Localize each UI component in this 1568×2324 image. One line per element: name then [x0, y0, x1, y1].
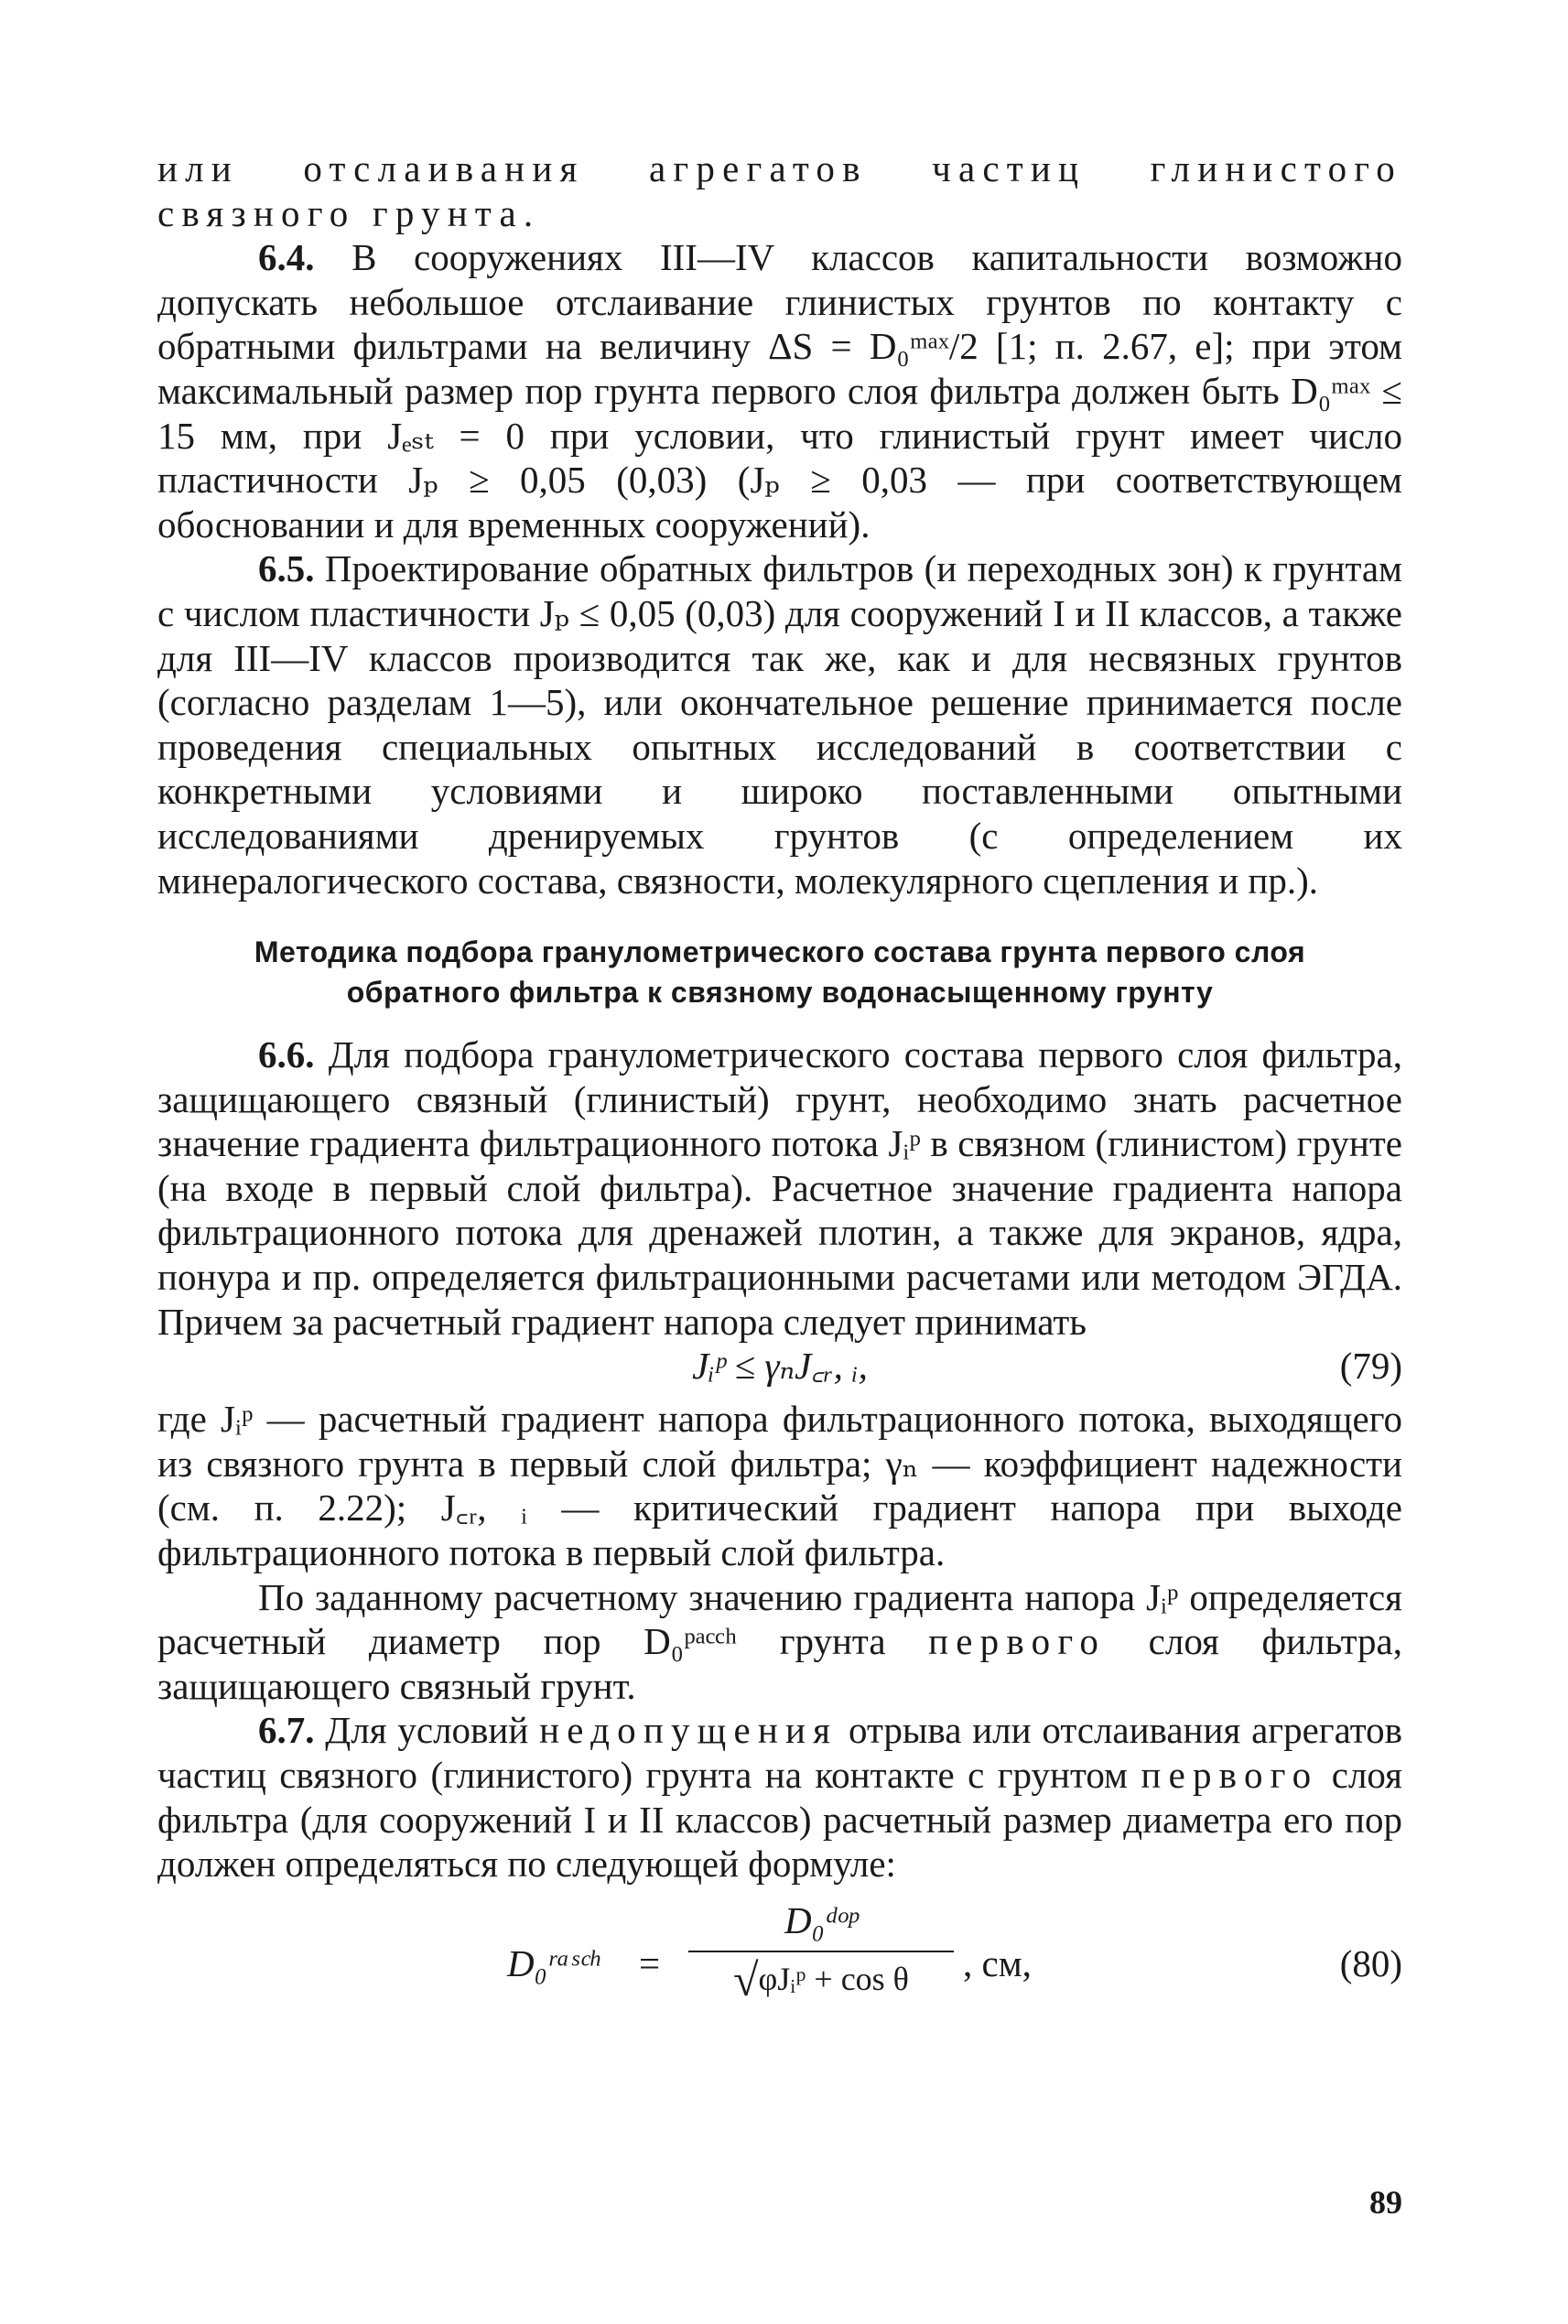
formula-fraction [688, 1896, 954, 2005]
formula-explanation: где Jᵢᵖ — расчетный градиент напора фильтрационного потока, выходящего из связного грунта в первый слой фильтра; γₙ — коэффициент надежности (см. п. 2.22); J꜀ᵣ, ᵢ — критический градиент напора при выходе фильтрационного потока в первый слой фильтра. [157, 1398, 1402, 1574]
formula-number: (80) [1339, 1941, 1402, 1984]
heading-line-2: обратного фильтра к связному водонасыщенному грунту [346, 976, 1214, 1010]
section-text: В сооружениях III—IV классов капитальности возможно допускать небольшое отслаивание глинистых грунтов по контакту с обратными фильтрами на величину ΔS = D₀ᵐᵃˣ/2 [1; п. 2.67, е]; при этом максимальный размер пор грунта первого слоя фильтра должен быть D₀ᵐᵃˣ ≤ 15 мм, при Jₑₛₜ = 0 при условии, что глинистый грунт имеет число пластичности Jₚ ≥ 0,05 (0,03) (Jₚ ≥ 0,03 — при соответствующем обосновании и для временных сооружений). [157, 236, 1402, 546]
section-text: Проектирование обратных фильтров (и переходных зон) к грунтам с числом пластичности Jₚ ≤ 0,05 (0,03) для сооружений I и II классов, а также для III—IV классов производится так же, как и для несвязных грунтов (согласно разделам 1—5), или окончательное решение принимается после проведения специальных опытных исследований в соответствии с конкретными условиями и широко поставленными опытными исследованиями дренируемых грунтов (с определением их минералогического состава, связности, молекулярного сцепления и пр.). [157, 547, 1403, 902]
formula-numerator: D₀ᵈᵒᵖ [784, 1898, 858, 1941]
section-6-7: 6.7. Для условий недопущения отрыва или отслаивания агрегатов частиц связного (глинистого) грунта на контакте с грунтом первого слоя фильтра (для сооружений I и II классов) расчетный размер диаметра его пор должен определяться по следующей формуле: [157, 1709, 1402, 1886]
paragraph-tail: По заданному расчетному значению градиента напора Jᵢᵖ определяется расчетный диаметр пор D₀ᵖᵃᶜᶜʰ грунта первого слоя фильтра, защищающего связный грунт. [157, 1575, 1402, 1707]
formula-equals: = [639, 1941, 661, 1984]
formula-80 [157, 1896, 1402, 2033]
section-text: Для подбора гранулометрического состава первого слоя фильтра, защищающего связный (глинистый) грунт, необходимо знать расчетное значение градиента фильтрационного потока Jᵢᵖ в связном (глинистом) грунте (на входе в первый слой фильтра). Расчетное значение градиента напора фильтрационного потока для дренажей плотин, а также для экранов, ядра, понура и пр. определяется фильтрационными расчетами или методом ЭГДА. Причем за расчетный градиент напора следует принимать [157, 1033, 1402, 1343]
section-number: 6.6. [258, 1033, 315, 1076]
formula-79 [157, 1344, 1402, 1397]
section-heading [157, 932, 1402, 1012]
page-number: 89 [1369, 2184, 1402, 2221]
page-body [157, 146, 1402, 2033]
formula-unit: , см, [963, 1941, 1032, 1984]
section-6-5 [157, 546, 1402, 903]
formula-denominator: √φJᵢᵖ + cos θ [733, 1953, 909, 2005]
section-6-6 [157, 1032, 1402, 1344]
section-6-4 [157, 235, 1402, 546]
sqrt-icon: √ [733, 1953, 759, 2005]
formula-expression: Jᵢᵖ ≤ γₙJ꜀ᵣ, ᵢ, [692, 1345, 868, 1388]
section-number: 6.7. [258, 1709, 315, 1752]
formula-number: (79) [1339, 1345, 1402, 1388]
paragraph-continuation: или отслаивания агрегатов частиц глинистого связного грунта. [157, 147, 1402, 234]
section-number: 6.5. [258, 547, 315, 590]
heading-line-1: Методика подбора гранулометрического состава грунта первого слоя [254, 935, 1306, 969]
fraction-bar [688, 1951, 954, 1952]
section-number: 6.4. [258, 236, 315, 279]
formula-lhs: D₀ʳᵃˢᶜʰ [507, 1941, 600, 1984]
